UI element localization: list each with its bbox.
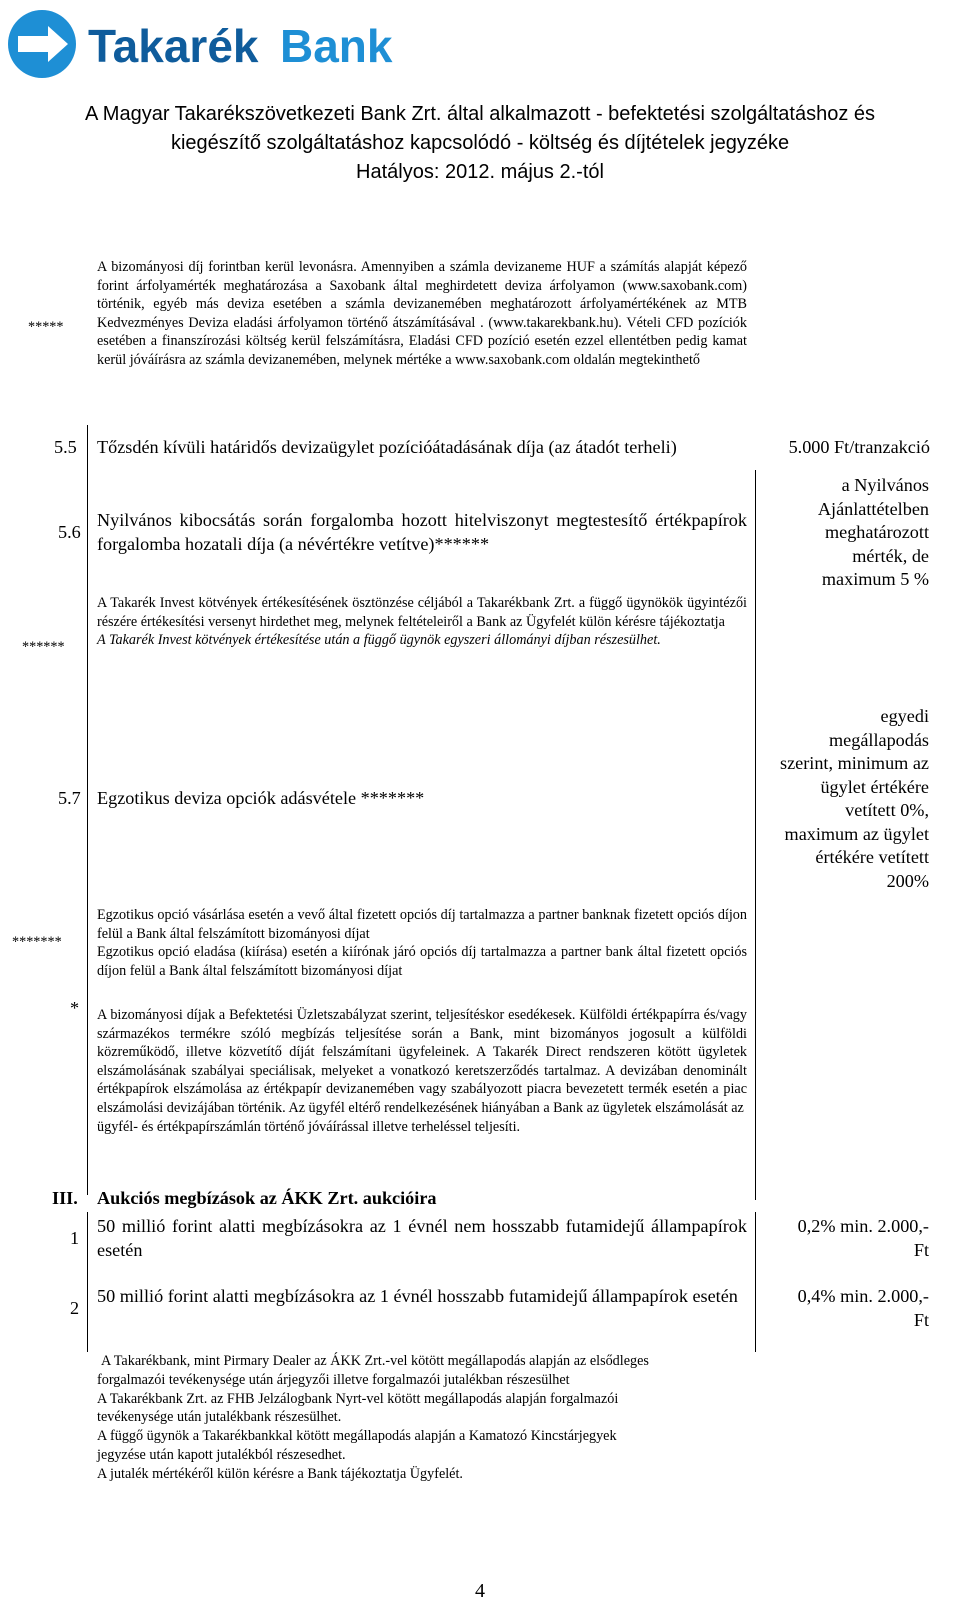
row-5-7-fee bbox=[760, 705, 929, 893]
row-5-6-fee-line: meghatározott bbox=[824, 522, 929, 542]
row-5-6-description: Nyilvános kibocsátás során forgalomba hozott hitelviszonyt megtestesítő értékpapírok forgalomba hozatali díja (a névértékre vetítve)****** bbox=[97, 510, 747, 554]
logo-graphic bbox=[4, 6, 424, 80]
row-5-7-fee-line: ügylet értékére bbox=[820, 776, 929, 797]
note5-text: A bizományosi díj forintban kerül levonásra. Amennyiben a számla devizaneme HUF a számítás alapját képező forint árfolyamérték meghatározása a Saxobank által meghirdetett deviza árfolyamon (www.saxobank.com) történik, egyéb más deviza esetében a számla devizanemében meghatározott árfolyamértékének az MTB Kedvezményes Deviza eladási árfolyamon történő átszámításával . (www.takarekbank.hu). Vételi CFD pozíciók esetében a finanszírozási költség kerül felszámításra, Eladási CFD pozíció esetén ezzel ellentétben pedig kamat kerül jóváírásra az számla devizanemében, melynek mértéke a www.saxobank.com oldalán megtekinthető bbox=[97, 259, 747, 368]
section-3-number: III. bbox=[52, 1188, 78, 1208]
row-3-2-fee-line: 0,4% min. 2.000,- bbox=[797, 1286, 929, 1306]
row-5-7-fee-line: maximum az ügylet bbox=[784, 823, 929, 844]
row-5-7-fee-line: 200% bbox=[886, 870, 929, 891]
row-3-1-fee bbox=[760, 1215, 929, 1262]
row-5-7-fee-line: egyedi bbox=[880, 706, 929, 726]
bottom-note-line: A jutalék mértékéről külön kérésre a Bank tájékoztatja Ügyfelét. bbox=[97, 1465, 463, 1482]
note1-block bbox=[97, 1006, 747, 1136]
row-5-7-number: 5.7 bbox=[58, 788, 81, 808]
column-divider-left bbox=[87, 425, 88, 1195]
row-5-7-description: Egzotikus deviza opciók adásvétele ******* bbox=[97, 788, 425, 808]
header-line-2: kiegészítő szolgáltatáshoz kapcsolódó - költség és díjtételek jegyzéke bbox=[170, 132, 790, 154]
row-5-6-fee-line: a Nyilvános bbox=[841, 475, 929, 495]
header-line-3: Hatályos: 2012. május 2.-tól bbox=[356, 161, 604, 183]
row-5-6-fee bbox=[765, 474, 929, 592]
column-divider-right bbox=[755, 470, 756, 1200]
bottom-note-line: forgalmazói tevékenysége után árjegyzői illetve forgalmazói jutalékban részesülhet bbox=[97, 1371, 570, 1388]
row-3-1-fee-line: Ft bbox=[913, 1239, 929, 1260]
bottom-notes bbox=[97, 1352, 649, 1484]
note5-marker: ***** bbox=[28, 319, 64, 335]
row-5-5-description: Tőzsdén kívüli határidős devizaügylet pozícióátadásának díja (az átadót terheli) bbox=[97, 437, 677, 457]
bottom-note-line: A Takarékbank, mint Pirmary Dealer az ÁKK Zrt.-vel kötött megállapodás alapján az elsődleges bbox=[101, 1353, 649, 1369]
note7-block bbox=[97, 906, 747, 980]
bottom-note-line: A Takarékbank Zrt. az FHB Jelzálogbank Nyrt-vel kötött megállapodás alapján forgalmazói bbox=[97, 1390, 619, 1407]
note6-text: A Takarék Invest kötvények értékesítésének ösztönzése céljából a Takarékbank Zrt. a függő ügynökök ügyintézői részére értékesítési versenyt hirdethet meg, melynek feltételeiről a Bank az Ügyfelét külön kérésre tájékoztatja bbox=[97, 595, 747, 630]
row-5-6-fee-line: maximum 5 % bbox=[821, 569, 929, 589]
row-3-1-description: 50 millió forint alatti megbízásokra az 1 évnél nem hosszabb futamidejű állampapírok esetén bbox=[97, 1216, 747, 1260]
bottom-note-line: A függő ügynök a Takarékbankkal kötött megállapodás alapján a Kamatozó Kincstárjegyek bbox=[97, 1428, 617, 1445]
note1-text: A bizományosi díjak a Befektetési Üzletszabályzat szerint, teljesítéskor esedékesek. Külföldi értékpapírra és/vagy származékos termékre szóló megbízás teljesítése során a Bank, mint bizományos jogosult a külföldi közreműködő, illetve közvetítő díját felszámítani ügyfeleinek. A Takarék Direct rendszeren kötött ügyletek elszámolásának szabályai speciálisak, melyeket a vonatkozó keretszerződés tartalmaz. A devizában denominált értékpapírok elszámolása az értékpapír devizanemében vagy szabályozott piacra bevezetett termék esetén a piac elszámolási devizájában történik. Az ügyfél eltérő rendelkezésének hiányában a Bank az ügyletek elszámolását az bbox=[97, 1007, 747, 1116]
note6-marker: ****** bbox=[22, 639, 65, 655]
note7-marker: ******* bbox=[12, 934, 62, 950]
header-line-1: A Magyar Takarékszövetkezeti Bank Zrt. által alkalmazott - befektetési szolgáltatáshoz és bbox=[85, 103, 875, 125]
row-5-7-fee-line: szerint, minimum az bbox=[780, 753, 929, 773]
row-3-2-number: 2 bbox=[70, 1298, 80, 1318]
logo-text-light: Bank bbox=[280, 20, 393, 72]
row-3-1-number: 1 bbox=[70, 1228, 80, 1248]
page-number: 4 bbox=[475, 1580, 485, 1602]
section-3-title: Aukciós megbízások az ÁKK Zrt. aukcióira bbox=[97, 1188, 437, 1208]
row-3-1-fee-line: 0,2% min. 2.000,- bbox=[797, 1216, 929, 1236]
row-5-7-fee-line: vetített 0%, bbox=[845, 800, 929, 820]
note6-italic-text: A Takarék Invest kötvények értékesítése után a függő ügynök egyszeri állományi díjban részesülhet. bbox=[97, 632, 661, 649]
note7-text-1: Egzotikus opció vásárlása esetén a vevő által fizetett opciós díj tartalmazza a partner banknak fizetett opciós díjon felül a Bank által felszámított bizományosi díjat bbox=[97, 907, 747, 942]
logo-text-dark: Takarék bbox=[88, 20, 259, 72]
bottom-note-line: tevékenysége után jutalékbank részesülhet. bbox=[97, 1409, 342, 1426]
note1-text-2: ügyfél- és értékpapírszámlán történő jóváírással illetve terheléssel teljesíti. bbox=[97, 1118, 521, 1135]
note6-block bbox=[97, 594, 747, 650]
row-5-5-fee: 5.000 Ft/tranzakció bbox=[788, 437, 930, 457]
row-5-5-number: 5.5 bbox=[54, 437, 77, 457]
row-3-2-description: 50 millió forint alatti megbízásokra az 1 évnél hosszabb futamidejű állampapírok esetén bbox=[97, 1286, 738, 1306]
row-5-6-fee-line: mérték, de bbox=[852, 545, 929, 566]
note1-marker: * bbox=[70, 998, 80, 1018]
row-5-7-fee-line: értékére vetített bbox=[815, 847, 929, 867]
takarekbank-logo bbox=[4, 6, 424, 80]
row-5-7-fee-line: megállapodás bbox=[829, 729, 929, 750]
row-5-6-number: 5.6 bbox=[58, 522, 81, 542]
column-divider-left-2 bbox=[87, 1212, 88, 1352]
note7-text-2: Egzotikus opció eladása (kiírása) esetén a kiírónak járó opciós díj tartalmazza a partner bank által fizetett opciós díjon felül a Bank által felszámított bizományosi díjat bbox=[97, 944, 747, 979]
row-5-6-fee-line: Ajánlattételben bbox=[817, 498, 929, 519]
column-divider-right-2 bbox=[755, 1212, 756, 1352]
bottom-note-line: jegyzése után kapott jutalékból részesedhet. bbox=[97, 1446, 346, 1463]
row-3-2-fee bbox=[760, 1285, 929, 1332]
row-3-2-fee-line: Ft bbox=[913, 1309, 929, 1330]
